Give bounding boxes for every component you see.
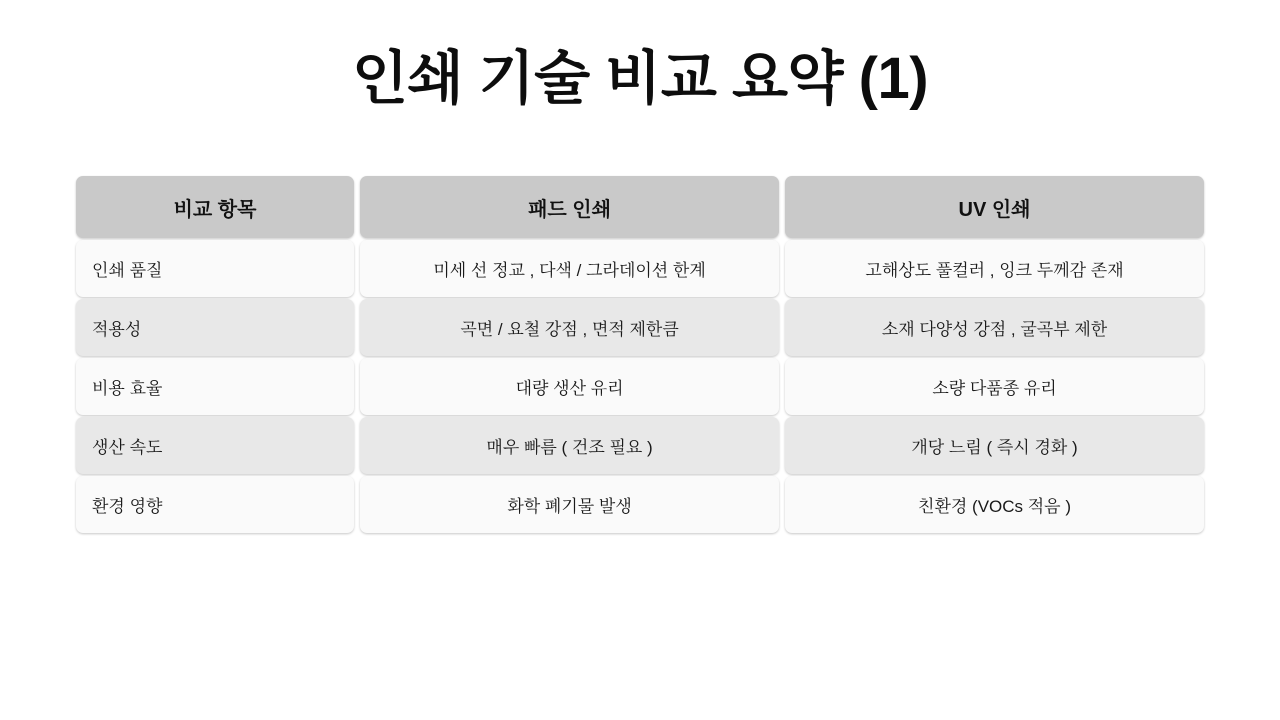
table-cell-category: 비용 효율 <box>76 358 354 415</box>
table-header-row <box>76 176 1204 238</box>
comparison-table <box>76 176 1204 535</box>
table-cell-category: 환경 영향 <box>76 476 354 533</box>
table-header-cell-uv-printing: UV 인쇄 <box>785 176 1204 238</box>
table-row <box>76 240 1204 297</box>
table-cell-uv-printing: 친환경 (VOCs 적음 ) <box>785 476 1204 533</box>
table-cell-pad-printing: 미세 선 정교 , 다색 / 그라데이션 한계 <box>360 240 779 297</box>
table-header-cell-pad-printing: 패드 인쇄 <box>360 176 779 238</box>
table-cell-pad-printing: 화학 폐기물 발생 <box>360 476 779 533</box>
table-header-cell-category: 비교 항목 <box>76 176 354 238</box>
table-cell-uv-printing: 고해상도 풀컬러 , 잉크 두께감 존재 <box>785 240 1204 297</box>
table-cell-category: 생산 속도 <box>76 417 354 474</box>
table-cell-uv-printing: 소재 다양성 강점 , 굴곡부 제한 <box>785 299 1204 356</box>
table-row <box>76 299 1204 356</box>
table-row <box>76 417 1204 474</box>
table-cell-pad-printing: 대량 생산 유리 <box>360 358 779 415</box>
table-row <box>76 358 1204 415</box>
table-cell-pad-printing: 매우 빠름 ( 건조 필요 ) <box>360 417 779 474</box>
table-cell-category: 적용성 <box>76 299 354 356</box>
table-cell-pad-printing: 곡면 / 요철 강점 , 면적 제한큼 <box>360 299 779 356</box>
table-cell-category: 인쇄 품질 <box>76 240 354 297</box>
table-cell-uv-printing: 개당 느림 ( 즉시 경화 ) <box>785 417 1204 474</box>
page-title: 인쇄 기술 비교 요약 (1) <box>351 46 929 111</box>
table-row <box>76 476 1204 533</box>
table-cell-uv-printing: 소량 다품종 유리 <box>785 358 1204 415</box>
